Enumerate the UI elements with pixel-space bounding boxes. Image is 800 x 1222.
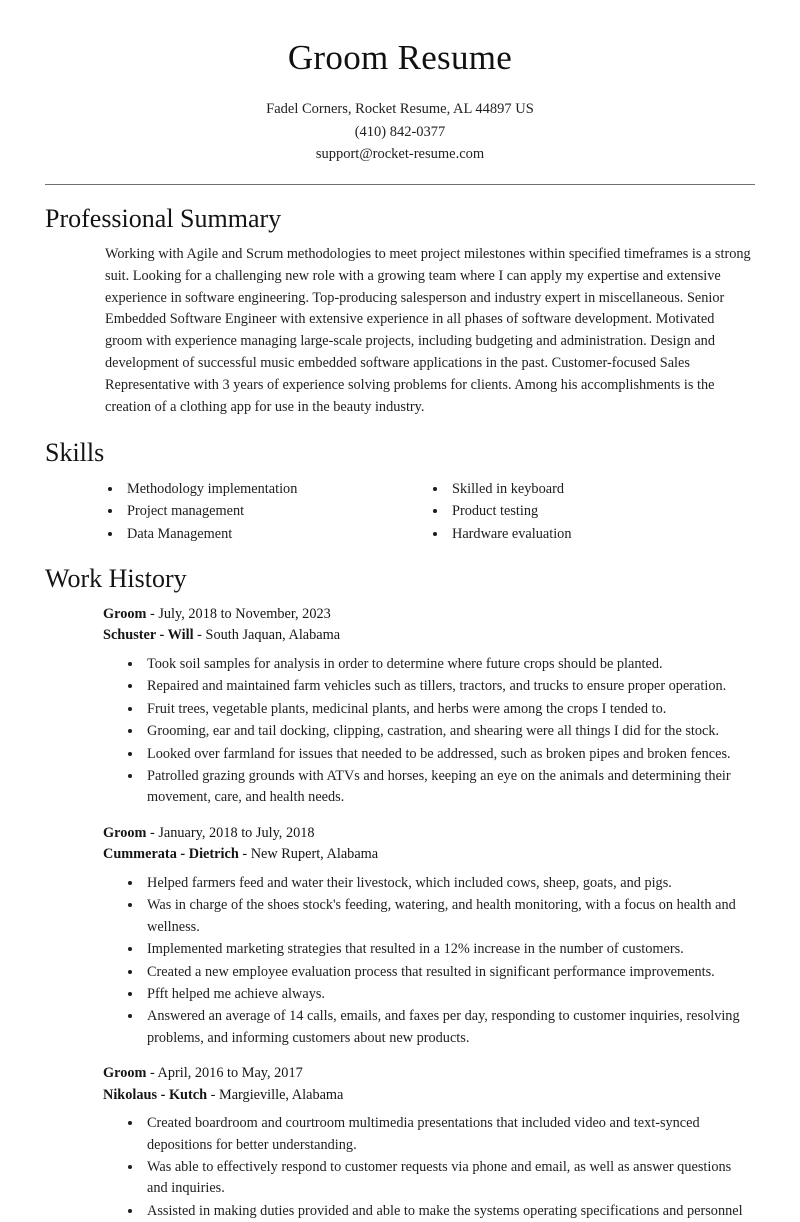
job-bullet: • Fruit trees, vegetable plants, medicinal plants, and herbs were among the crops I tended to. xyxy=(143,699,755,720)
header-divider xyxy=(45,184,755,185)
section-heading-skills: Skills xyxy=(45,437,105,467)
job-company-line xyxy=(103,1085,755,1106)
job-title-line xyxy=(103,1063,755,1084)
job-bullet: • Was able to effectively respond to customer requests via phone and email, as well as answer questions and inquiries. xyxy=(143,1157,755,1200)
job-dates: July, 2018 to November, 2023 xyxy=(158,605,331,622)
job-bullet: • Repaired and maintained farm vehicles such as tillers, tractors, and trucks to ensure proper operation. xyxy=(143,676,755,697)
job-location: New Rupert, Alabama xyxy=(250,846,379,863)
summary-body xyxy=(45,244,755,419)
summary-paragraph: Working with Agile and Scrum methodologies to meet project milestones within specified timeframes is a strong suit. Looking for a challenging new role with a growing team where I can apply my expertise and extensive experience in software engineering. Top-producing salesperson and industry expert in miscellaneous. Senior Embedded Software Engineer with extensive experience in all phases of software development. Motivated groom with experience managing large-scale projects, including budgeting and administration. Design and development of successful music embedded software applications in the past. Customer-focused Sales Representative with 3 years of experience solving problems for clients. Among his accomplishments is the creation of a clothing app for use in the beauty industry. xyxy=(105,245,751,415)
skills-column-left xyxy=(105,478,430,545)
job-title: Groom xyxy=(103,1065,147,1082)
work-history-entry xyxy=(103,823,755,1049)
page-title: Groom Resume xyxy=(287,38,513,77)
skills-columns xyxy=(45,478,755,545)
skill-item: • Methodology implementation xyxy=(123,478,430,500)
job-company-line xyxy=(103,844,755,865)
job-title-line xyxy=(103,823,755,844)
job-bullet: • Looked over farmland for issues that needed to be addressed, such as broken pipes and broken fences. xyxy=(143,744,755,765)
section-skills xyxy=(45,437,755,545)
skills-list-left xyxy=(105,478,430,545)
job-bullet-list xyxy=(103,1113,755,1222)
job-bullet: • Assisted in making duties provided and able to make the systems operating specifications and personnel xyxy=(143,1201,755,1222)
skills-column-right xyxy=(430,478,755,545)
contact-email: support@rocket-resume.com xyxy=(315,146,485,163)
job-location: Margieville, Alabama xyxy=(219,1086,344,1103)
job-bullet: • Patrolled grazing grounds with ATVs and horses, keeping an eye on the animals and determining their movement, care, and health needs. xyxy=(143,766,755,809)
contact-address: Fadel Corners, Rocket Resume, AL 44897 US xyxy=(266,101,534,118)
work-history-body xyxy=(45,604,755,1222)
skill-item: • Project management xyxy=(123,500,430,522)
job-bullet: • Answered an average of 14 calls, emails, and faxes per day, responding to customer inquiries, resolving problems, and informing customers about new products. xyxy=(143,1006,755,1049)
job-title: Groom xyxy=(103,605,147,622)
job-company: Nikolaus - Kutch xyxy=(103,1086,208,1103)
skill-item: • Data Management xyxy=(123,523,430,545)
job-bullet: • Created a new employee evaluation process that resulted in significant performance improvements. xyxy=(143,962,755,983)
job-separator: - xyxy=(193,627,206,644)
job-separator: - xyxy=(146,1065,158,1082)
contact-phone: (410) 842-0377 xyxy=(354,123,446,140)
section-heading-work-history: Work History xyxy=(45,563,187,593)
job-separator: - xyxy=(146,605,159,622)
section-work-history xyxy=(45,563,755,1222)
job-title-line xyxy=(103,604,755,625)
job-bullet: • Implemented marketing strategies that resulted in a 12% increase in the number of customers. xyxy=(143,939,755,960)
work-history-entry xyxy=(103,1063,755,1222)
job-separator: - xyxy=(238,846,251,863)
job-separator: - xyxy=(146,824,159,841)
job-bullet: • Created boardroom and courtroom multimedia presentations that included video and text-synced depositions for better understanding. xyxy=(143,1113,755,1156)
job-title: Groom xyxy=(103,824,147,841)
resume-header xyxy=(45,0,755,185)
skill-item: • Skilled in keyboard xyxy=(448,478,755,500)
skill-item: • Hardware evaluation xyxy=(448,523,755,545)
section-professional-summary xyxy=(45,203,755,419)
job-bullet: • Helped farmers feed and water their livestock, which included cows, sheep, goats, and pigs. xyxy=(143,873,755,894)
job-bullet-list xyxy=(103,654,755,809)
skill-item: • Product testing xyxy=(448,500,755,522)
job-company-line xyxy=(103,625,755,646)
job-company: Cummerata - Dietrich xyxy=(103,846,239,863)
job-bullet: • Pfft helped me achieve always. xyxy=(143,984,755,1005)
work-history-entry xyxy=(103,604,755,809)
job-location: South Jaquan, Alabama xyxy=(205,627,341,644)
job-dates: April, 2016 to May, 2017 xyxy=(157,1065,303,1082)
job-bullet: • Took soil samples for analysis in order to determine where future crops should be planted. xyxy=(143,654,755,675)
job-separator: - xyxy=(207,1086,219,1103)
skills-list-right xyxy=(430,478,755,545)
job-bullet-list xyxy=(103,873,755,1050)
job-bullet: • Was in charge of the shoes stock's feeding, watering, and health monitoring, with a focus on health and wellness. xyxy=(143,895,755,938)
job-bullet: • Grooming, ear and tail docking, clipping, castration, and shearing were all things I did for the stock. xyxy=(143,721,755,742)
job-company: Schuster - Will xyxy=(103,627,194,644)
job-dates: January, 2018 to July, 2018 xyxy=(158,824,315,841)
section-heading-summary: Professional Summary xyxy=(45,203,282,233)
